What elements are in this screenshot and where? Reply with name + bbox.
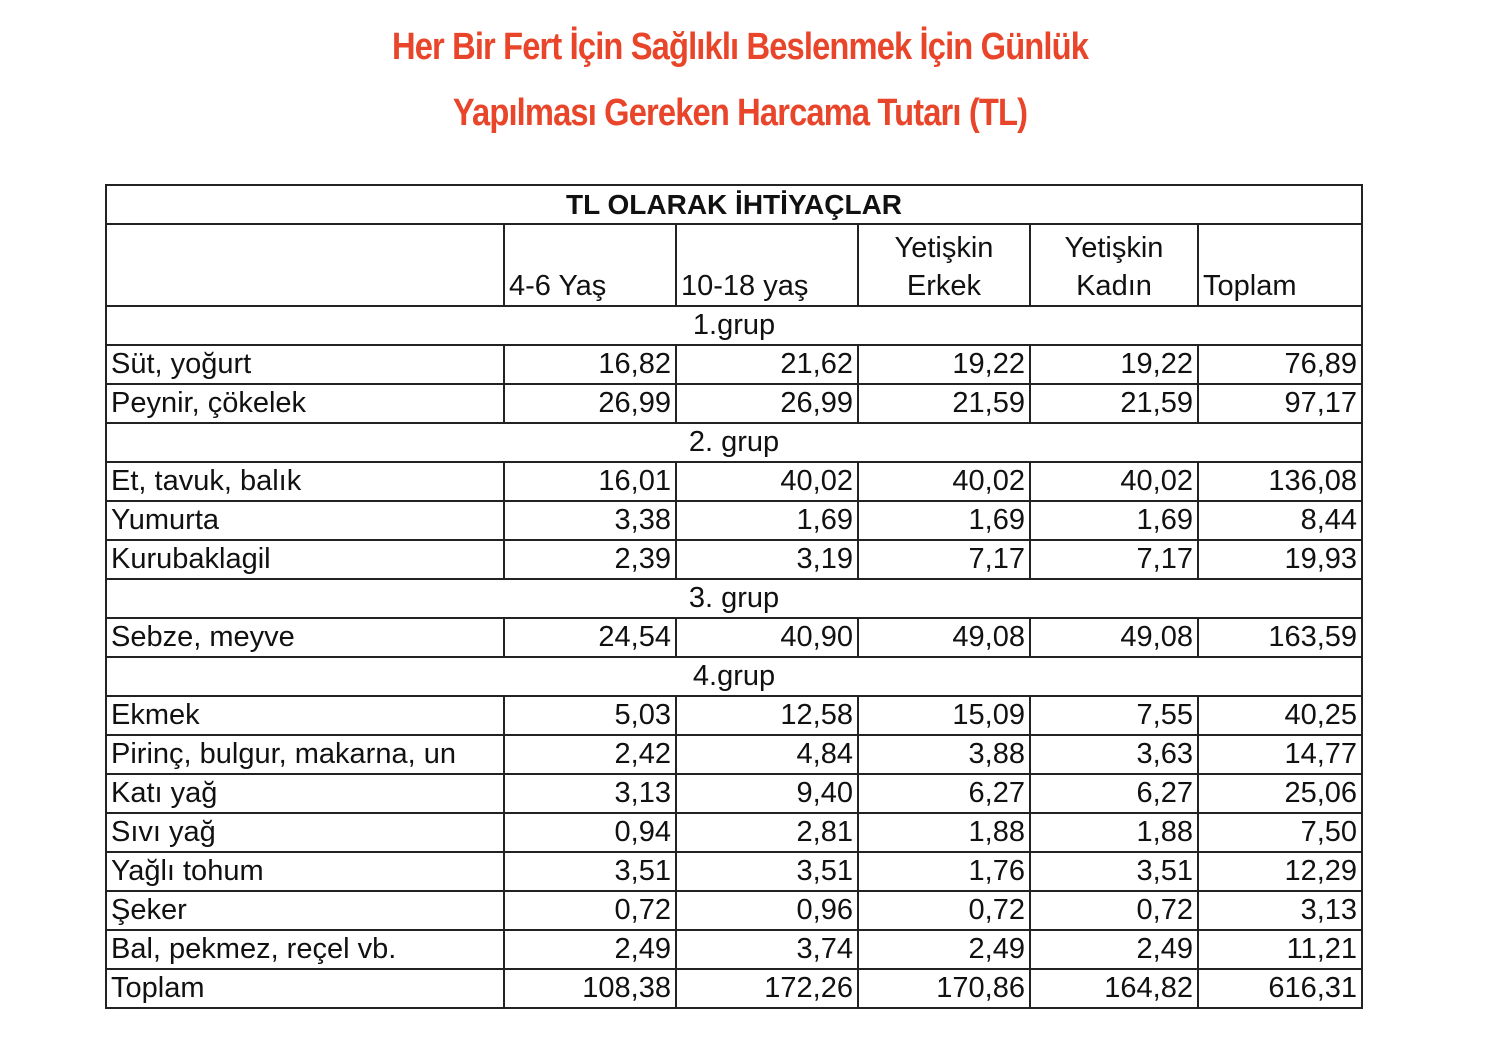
table-row	[106, 891, 1362, 930]
cell-value: 40,02	[858, 462, 1030, 501]
group-row	[106, 657, 1362, 696]
table-row	[106, 735, 1362, 774]
cell-value: 3,51	[1030, 852, 1198, 891]
column-header-label: 10-18 yaş	[681, 270, 809, 302]
cell-value: 3,19	[676, 540, 858, 579]
cell-value: 3,51	[504, 852, 676, 891]
cell-value: 136,08	[1198, 462, 1362, 501]
cell-value: 5,03	[504, 696, 676, 735]
total-label: Toplam	[106, 969, 504, 1008]
cell-value: 19,22	[858, 345, 1030, 384]
total-row	[106, 969, 1362, 1008]
cell-value: 15,09	[858, 696, 1030, 735]
group-label: 2. grup	[106, 423, 1362, 462]
column-header	[858, 224, 1030, 306]
cell-value: 21,59	[1030, 384, 1198, 423]
table-row	[106, 462, 1362, 501]
cell-value: 8,44	[1198, 501, 1362, 540]
row-label: Kurubaklagil	[106, 540, 504, 579]
row-label: Şeker	[106, 891, 504, 930]
group-label: 4.grup	[106, 657, 1362, 696]
cell-value: 3,88	[858, 735, 1030, 774]
total-value: 108,38	[504, 969, 676, 1008]
cell-value: 6,27	[1030, 774, 1198, 813]
cell-value: 40,02	[1030, 462, 1198, 501]
table-caption: TL OLARAK İHTİYAÇLAR	[106, 185, 1362, 224]
column-header-line-2: Erkek	[906, 270, 982, 302]
cell-value: 3,13	[504, 774, 676, 813]
row-label: Sebze, meyve	[106, 618, 504, 657]
cell-value: 49,08	[858, 618, 1030, 657]
cell-value: 14,77	[1198, 735, 1362, 774]
cell-value: 2,81	[676, 813, 858, 852]
row-label: Yağlı tohum	[106, 852, 504, 891]
total-value: 170,86	[858, 969, 1030, 1008]
column-header-line-1: Yetişkin	[894, 232, 994, 264]
cell-value: 2,49	[858, 930, 1030, 969]
cell-value: 40,25	[1198, 696, 1362, 735]
table-row	[106, 852, 1362, 891]
cell-value: 7,17	[858, 540, 1030, 579]
cell-value: 2,49	[1030, 930, 1198, 969]
group-row	[106, 423, 1362, 462]
table-row	[106, 618, 1362, 657]
cell-value: 1,69	[1030, 501, 1198, 540]
cell-value: 0,72	[504, 891, 676, 930]
group-row	[106, 306, 1362, 345]
row-label: Bal, pekmez, reçel vb.	[106, 930, 504, 969]
cell-value: 26,99	[504, 384, 676, 423]
cell-value: 1,69	[858, 501, 1030, 540]
table-row	[106, 696, 1362, 735]
cell-value: 4,84	[676, 735, 858, 774]
cell-value: 40,90	[676, 618, 858, 657]
cell-value: 11,21	[1198, 930, 1362, 969]
cell-value: 24,54	[504, 618, 676, 657]
cell-value: 16,82	[504, 345, 676, 384]
cell-value: 2,42	[504, 735, 676, 774]
cell-value: 21,59	[858, 384, 1030, 423]
column-header	[1030, 224, 1198, 306]
group-label: 3. grup	[106, 579, 1362, 618]
table-row	[106, 345, 1362, 384]
row-label: Yumurta	[106, 501, 504, 540]
cell-value: 1,76	[858, 852, 1030, 891]
cell-value: 1,69	[676, 501, 858, 540]
table-row	[106, 501, 1362, 540]
table-row	[106, 384, 1362, 423]
column-header-line-2: Kadın	[1076, 270, 1152, 302]
column-header-label: 4-6 Yaş	[509, 270, 607, 302]
table-row	[106, 774, 1362, 813]
cell-value: 2,39	[504, 540, 676, 579]
cell-value: 7,55	[1030, 696, 1198, 735]
column-header	[676, 224, 858, 306]
cell-value: 3,51	[676, 852, 858, 891]
cell-value: 49,08	[1030, 618, 1198, 657]
cell-value: 7,50	[1198, 813, 1362, 852]
title-line-2: Yapılması Gereken Harcama Tutarı (TL)	[452, 92, 1028, 134]
cell-value: 0,96	[676, 891, 858, 930]
cell-value: 3,63	[1030, 735, 1198, 774]
title-line-1: Her Bir Fert İçin Sağlıklı Beslenmek İçin Günlük	[391, 26, 1089, 68]
row-label: Et, tavuk, balık	[106, 462, 504, 501]
table-row	[106, 540, 1362, 579]
cell-value: 26,99	[676, 384, 858, 423]
column-header-line-1: Yetişkin	[1064, 232, 1164, 264]
cell-value: 6,27	[858, 774, 1030, 813]
total-value: 616,31	[1198, 969, 1362, 1008]
cell-value: 9,40	[676, 774, 858, 813]
cell-value: 163,59	[1198, 618, 1362, 657]
column-header	[504, 224, 676, 306]
column-header-blank	[106, 224, 504, 306]
row-label: Peynir, çökelek	[106, 384, 504, 423]
cell-value: 97,17	[1198, 384, 1362, 423]
cell-value: 16,01	[504, 462, 676, 501]
cell-value: 0,72	[858, 891, 1030, 930]
cell-value: 1,88	[1030, 813, 1198, 852]
cell-value: 40,02	[676, 462, 858, 501]
table-row	[106, 813, 1362, 852]
row-label: Katı yağ	[106, 774, 504, 813]
cell-value: 2,49	[504, 930, 676, 969]
cell-value: 3,13	[1198, 891, 1362, 930]
cell-value: 76,89	[1198, 345, 1362, 384]
needs-table	[105, 184, 1363, 1009]
cell-value: 19,93	[1198, 540, 1362, 579]
cell-value: 3,74	[676, 930, 858, 969]
row-label: Sıvı yağ	[106, 813, 504, 852]
cell-value: 21,62	[676, 345, 858, 384]
cell-value: 25,06	[1198, 774, 1362, 813]
column-header-row	[106, 224, 1362, 306]
column-header	[1198, 224, 1362, 306]
group-row	[106, 579, 1362, 618]
cell-value: 19,22	[1030, 345, 1198, 384]
cell-value: 3,38	[504, 501, 676, 540]
cell-value: 0,94	[504, 813, 676, 852]
column-header-label: Toplam	[1203, 270, 1297, 302]
table-body	[106, 306, 1362, 1008]
total-value: 164,82	[1030, 969, 1198, 1008]
row-label: Pirinç, bulgur, makarna, un	[106, 735, 504, 774]
row-label: Süt, yoğurt	[106, 345, 504, 384]
cell-value: 12,29	[1198, 852, 1362, 891]
row-label: Ekmek	[106, 696, 504, 735]
cell-value: 7,17	[1030, 540, 1198, 579]
cell-value: 0,72	[1030, 891, 1198, 930]
cell-value: 12,58	[676, 696, 858, 735]
cell-value: 1,88	[858, 813, 1030, 852]
total-value: 172,26	[676, 969, 858, 1008]
table-row	[106, 930, 1362, 969]
group-label: 1.grup	[106, 306, 1362, 345]
